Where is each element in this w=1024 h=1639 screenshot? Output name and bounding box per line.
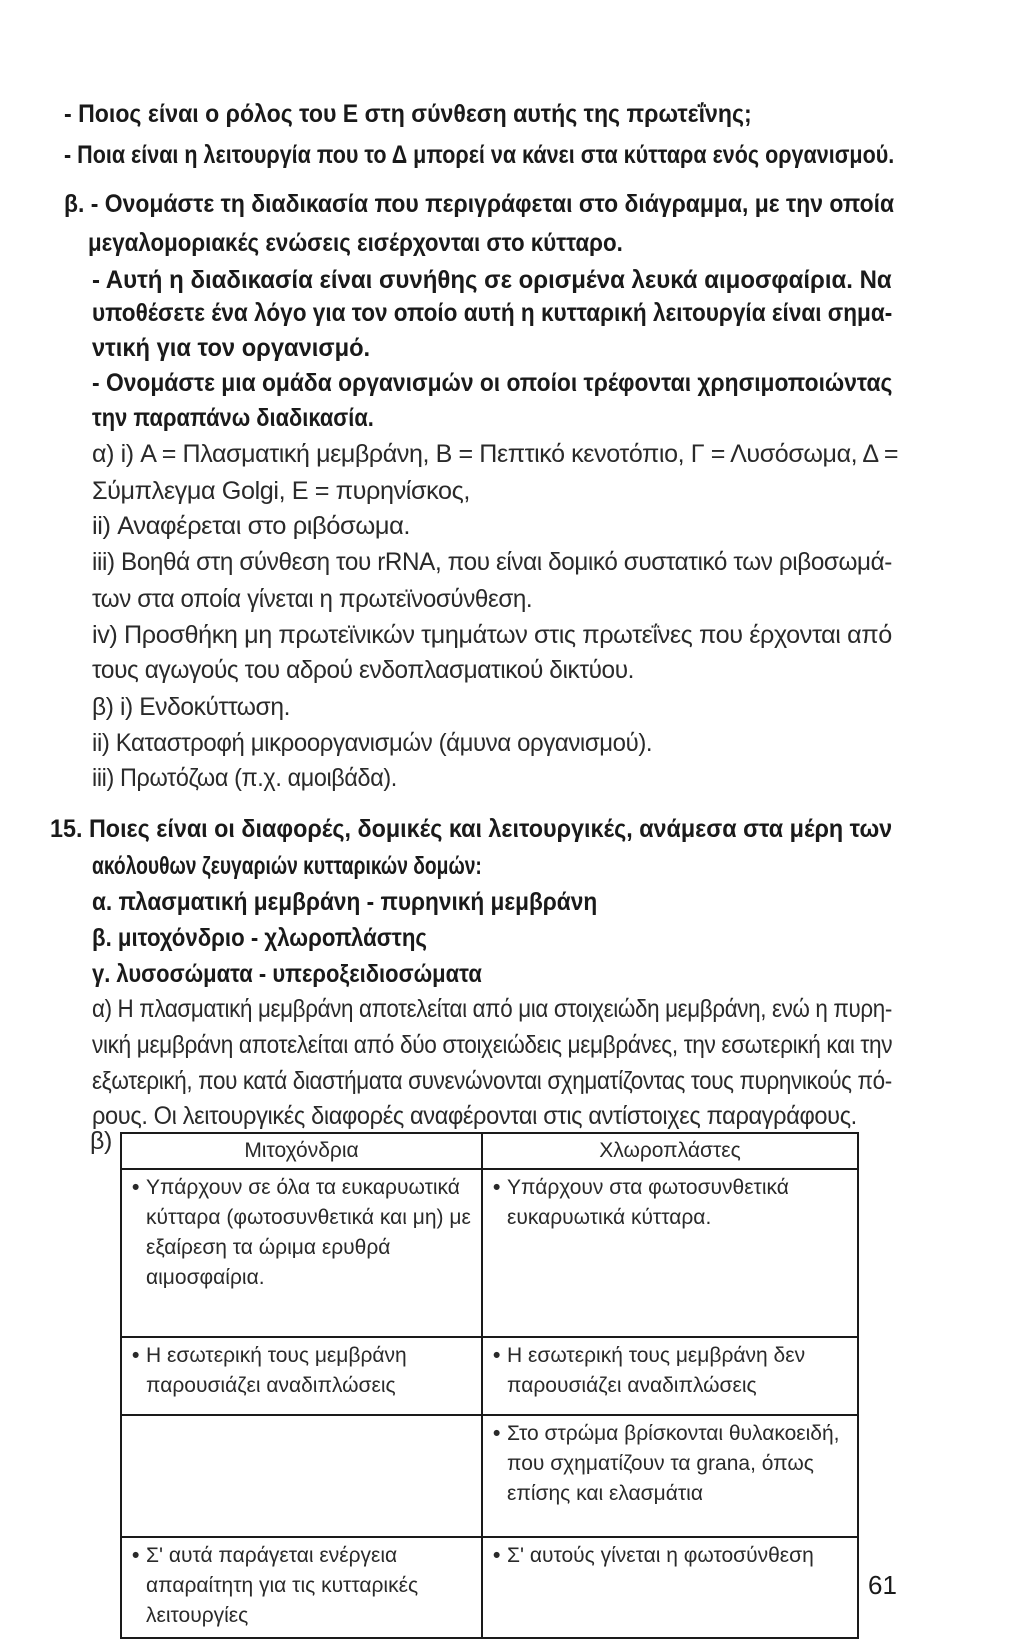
text-line: iii) Πρωτόζωα (π.χ. αμοιβάδα).	[92, 764, 397, 792]
bullet-item: • Υπάρχουν στα φωτοσυνθετικά ευκαρυωτικά κύτταρα.	[493, 1173, 847, 1233]
text-line: νική μεμβράνη αποτελείται από δύο στοιχειώδεις μεμβράνες, την εσωτερική και την	[92, 1031, 893, 1059]
header-mitochondria: Μιτοχόνδρια	[121, 1133, 482, 1169]
text-line: ii) Αναφέρεται στο ριβόσωμα.	[92, 512, 411, 540]
text-line: ντική για τον οργανισμό.	[92, 334, 371, 362]
table-header-row	[121, 1133, 858, 1169]
bullet-item: • Σ' αυτά παράγεται ενέργεια απαραίτητη για τις κυτταρικές λειτουργίες	[132, 1541, 471, 1631]
header-chloroplasts: Χλωροπλάστες	[482, 1133, 858, 1169]
text-line: υποθέσετε ένα λόγο για τον οποίο αυτή η κυτταρική λειτουργία είναι σημα-	[92, 299, 893, 327]
table-row	[121, 1415, 858, 1537]
text-line: iv) Προσθήκη μη πρωτεϊνικών τμημάτων στις πρωτεΐνες που έρχονται από	[92, 621, 892, 649]
text-line: α) i) Α = Πλασματική μεμβράνη, Β = Πεπτικό κενοτόπιο, Γ = Λυσόσωμα, Δ =	[92, 440, 899, 468]
comparison-table	[120, 1132, 859, 1639]
table-cell	[482, 1537, 858, 1638]
bullet-item: • Η εσωτερική τους μεμβράνη δεν παρουσιάζει αναδιπλώσεις	[493, 1341, 847, 1401]
text-line: τους αγωγούς του αδρού ενδοπλασματικού δικτύου.	[92, 656, 635, 684]
table-cell	[482, 1337, 858, 1415]
table-row	[121, 1337, 858, 1415]
text-line: 15. Ποιες είναι οι διαφορές, δομικές και λειτουργικές, ανάμεσα στα μέρη των	[50, 815, 893, 843]
table-cell	[121, 1415, 482, 1537]
text-line: ρους. Οι λειτουργικές διαφορές αναφέρονται στις αντίστοιχες παραγράφους.	[92, 1102, 857, 1130]
text-line: μεγαλομοριακές ενώσεις εισέρχονται στο κύτταρο.	[88, 229, 623, 257]
text-line: α. πλασματική μεμβράνη - πυρηνική μεμβράνη	[92, 888, 598, 916]
text-line: εξωτερική, που κατά διαστήματα συνενώνονται σχηματίζοντας τους πυρηνικούς πό-	[92, 1067, 892, 1095]
table-label: β)	[90, 1127, 112, 1155]
text-line: των στα οποία γίνεται η πρωτεϊνοσύνθεση.	[92, 585, 533, 613]
text-line: Σύμπλεγμα Golgi, Ε = πυρηνίσκος,	[92, 477, 470, 505]
page-number: 61	[868, 1570, 897, 1600]
text-line: γ. λυσοσώματα - υπεροξειδιοσώματα	[92, 960, 482, 988]
table-cell	[121, 1169, 482, 1337]
text-line: - Ποια είναι η λειτουργία που το Δ μπορεί να κάνει στα κύτταρα ενός οργανισμού.	[64, 141, 895, 169]
table-cell	[121, 1537, 482, 1638]
text-line: β. - Ονομάστε τη διαδικασία που περιγράφεται στο διάγραμμα, με την οποία	[64, 190, 895, 218]
table-cell	[482, 1415, 858, 1537]
text-line: την παραπάνω διαδικασία.	[92, 404, 374, 432]
text-line: α) Η πλασματική μεμβράνη αποτελείται από μια στοιχειώδη μεμβράνη, ενώ η πυρη-	[92, 995, 892, 1023]
text-line: - Ονομάστε μια ομάδα οργανισμών οι οποίοι τρέφονται χρησιμοποιώντας	[92, 369, 893, 397]
text-line: - Ποιος είναι ο ρόλος του Ε στη σύνθεση αυτής της πρωτεΐνης;	[64, 100, 752, 128]
table-row	[121, 1537, 858, 1638]
bullet-item: • Σ' αυτούς γίνεται η φωτοσύνθεση	[493, 1541, 847, 1571]
table-cell	[121, 1337, 482, 1415]
text-line: β. μιτοχόνδριο - χλωροπλάστης	[92, 924, 427, 952]
bullet-item: • Η εσωτερική τους μεμβράνη παρουσιάζει αναδιπλώσεις	[132, 1341, 471, 1401]
bullet-item: • Υπάρχουν σε όλα τα ευκαρυωτικά κύτταρα (φωτοσυνθετικά και μη) με εξαίρεση τα ώριμα ερυθρά αιμοσφαίρια.	[132, 1173, 471, 1293]
text-line: - Αυτή η διαδικασία είναι συνήθης σε ορισμένα λευκά αιμοσφαίρια. Να	[92, 266, 892, 294]
text-line: ii) Καταστροφή μικροοργανισμών (άμυνα οργανισμού).	[92, 729, 653, 757]
text-line: ακόλουθων ζευγαριών κυτταρικών δομών:	[92, 852, 482, 880]
bullet-item: • Στο στρώμα βρίσκονται θυλακοειδή, που σχηματίζουν τα grana, όπως επίσης και ελασμάτια	[493, 1419, 847, 1509]
text-line: β) i) Ενδοκύττωση.	[92, 693, 291, 721]
table-cell	[482, 1169, 858, 1337]
text-line: iii) Βοηθά στη σύνθεση του rRNA, που είναι δομικό συστατικό των ριβοσωμά-	[92, 548, 892, 576]
table-row	[121, 1169, 858, 1337]
